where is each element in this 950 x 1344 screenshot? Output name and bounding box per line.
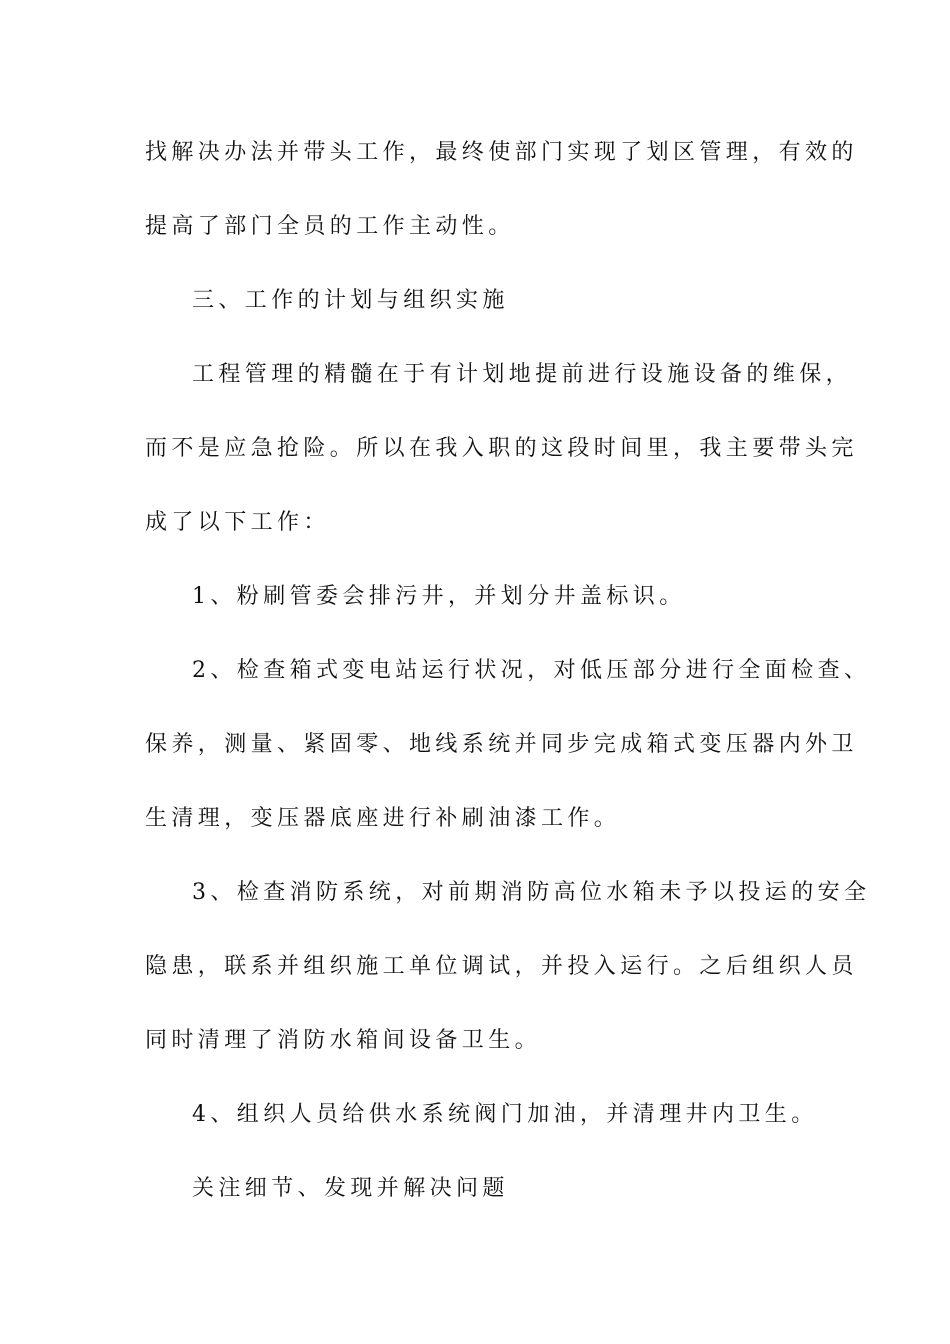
list-item-1: 1、粉刷管委会排污井，并划分井盖标识。 — [192, 584, 686, 609]
paragraph-line: 而不是应急抢险。所以在我入职的这段时间里，我主要带头完 — [145, 436, 858, 461]
list-item-4: 4、组织人员给供水系统阀门加油，并清理井内卫生。 — [192, 1102, 818, 1127]
section-heading: 关注细节、发现并解决问题 — [192, 1176, 509, 1201]
paragraph-line: 提高了部门全员的工作主动性。 — [145, 214, 515, 239]
section-heading: 三、工作的计划与组织实施 — [192, 288, 509, 313]
paragraph-line: 成了以下工作： — [145, 510, 330, 535]
list-item-3: 3、检查消防系统，对前期消防高位水箱未予以投运的安全 — [192, 880, 871, 905]
list-item-2-continued: 保养，测量、紧固零、地线系统并同步完成箱式变压器内外卫 — [145, 732, 858, 757]
list-item-3-continued: 同时清理了消防水箱间设备卫生。 — [145, 1028, 542, 1053]
list-item-2-continued: 生清理，变压器底座进行补刷油漆工作。 — [145, 806, 621, 831]
list-item-3-continued: 隐患，联系并组织施工单位调试，并投入运行。之后组织人员 — [145, 954, 858, 979]
paragraph-line: 工程管理的精髓在于有计划地提前进行设施设备的维保， — [192, 362, 853, 387]
list-item-2: 2、检查箱式变电站运行状况，对低压部分进行全面检查、 — [192, 658, 871, 683]
paragraph-line: 找解决办法并带头工作，最终使部门实现了划区管理，有效的 — [145, 140, 858, 165]
